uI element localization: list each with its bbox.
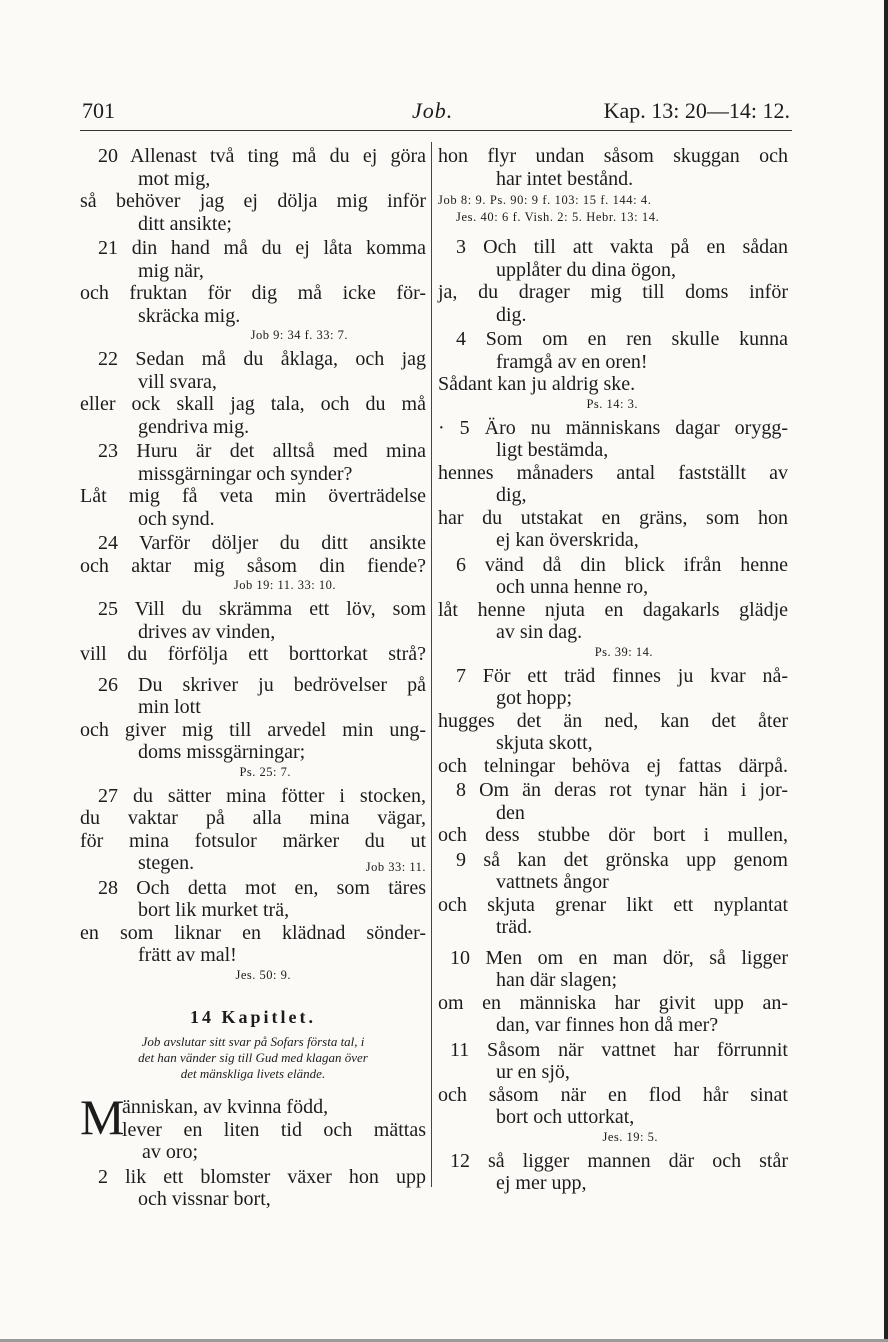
verse-line: 4 Som om en ren skulle kunna [456, 328, 788, 350]
verse-line: vill du förfölja ett borttorkat strå? [80, 643, 426, 665]
left-column [80, 143, 426, 1211]
verse-line: ligt bestämda, [496, 439, 609, 461]
verse-line: mig när, [138, 259, 204, 282]
verse-line: den [496, 801, 525, 824]
verse-line: om en människa har givit upp an- [438, 991, 788, 1014]
verse-line: 2 lik ett blomster växer hon upp [98, 1165, 426, 1188]
verse-line: du vaktar på alla mina vägar, [80, 807, 426, 829]
verse-line: bort och uttorkat, [496, 1106, 635, 1128]
chapter-summary [80, 1034, 426, 1082]
cross-reference-block [438, 192, 788, 226]
verse-8 [438, 779, 788, 847]
verse-line: 28 Och detta mot en, som täres [98, 876, 426, 899]
header-rule [80, 130, 792, 131]
verse-line: och såsom när en flod hår sinat [438, 1083, 788, 1106]
verse-line-text: stegen. [138, 852, 195, 874]
verse-26 [80, 674, 426, 781]
verse-line: upplåter du dina ögon, [496, 258, 676, 281]
chapter-reference: Kap. 13: 20—14: 12. [603, 98, 790, 123]
right-column [438, 143, 788, 1195]
verse-9 [438, 849, 788, 939]
cross-reference: Jes. 19: 5. [602, 1129, 658, 1144]
verse-6 [438, 554, 788, 661]
verse-line: har intet bestånd. [496, 167, 634, 190]
verse-line: skräcka mig. [138, 304, 241, 327]
cross-reference: Job 9: 34 f. 33: 7. [250, 328, 348, 342]
cross-reference: Job 33: 11. [365, 860, 426, 874]
verse-10 [438, 947, 788, 1037]
summary-line: det mänskliga livets elände. [180, 1066, 326, 1081]
cross-reference: Job 19: 11. 33: 10. [233, 578, 336, 592]
verse-1 [80, 1089, 426, 1164]
verse-line: och aktar mig såsom din fiende? [80, 554, 426, 577]
verse-7 [438, 665, 788, 778]
verse-5 [438, 417, 788, 552]
verse-line: 23 Huru är det alltså med mina [98, 440, 426, 462]
verse-line: skjuta skott, [496, 732, 593, 754]
verse-line: mot mig, [138, 167, 211, 190]
verse-line: dig. [496, 303, 527, 326]
cross-reference: Ps. 39: 14. [594, 644, 653, 659]
cross-reference: Jes. 50: 9. [235, 967, 291, 982]
verse-12 [438, 1150, 788, 1195]
verse-line: har du utstakat en gräns, som hon [438, 506, 788, 529]
verse-line: och skjuta grenar likt ett nyplantat [438, 893, 788, 916]
verse-line: Sådant kan ju aldrig ske. [438, 373, 636, 395]
verse-line: gendriva mig. [138, 415, 250, 438]
verse-line: bort lik murket trä, [138, 899, 290, 921]
verse-line: lever en liten tid och mättas [122, 1118, 426, 1141]
verse-28 [80, 877, 426, 984]
verse-line [80, 852, 426, 875]
chapter-heading: 14 Kapitlet. [190, 1006, 316, 1027]
verse-line: änniskan, av kvinna född, [122, 1096, 329, 1118]
verse-line: ej mer upp, [496, 1172, 587, 1194]
verse-line: 6 vänd då din blick ifrån henne [456, 553, 788, 576]
verse-20 [80, 145, 426, 235]
verse-line: framgå av en oren! [496, 350, 648, 373]
verse-line: och vissnar bort, [138, 1188, 271, 1210]
verse-2-continued [438, 145, 788, 190]
cross-reference: Jes. 40: 6 f. Vish. 2: 5. Hebr. 13: 14. [456, 210, 660, 224]
verse-line: min lott [138, 696, 201, 718]
verse-line: drives av vinden, [138, 620, 276, 643]
verse-24 [80, 532, 426, 594]
column-divider [431, 142, 432, 1187]
verse-line: hennes månaders antal fastställt av [438, 461, 788, 484]
cross-reference: Ps. 25: 7. [239, 764, 291, 779]
verse-line: 20 Allenast två ting må du ej göra [98, 145, 426, 167]
verse-line: 10 Men om en man dör, så ligger [450, 946, 788, 969]
verse-line: doms missgärningar; [138, 741, 306, 763]
verse-25 [80, 598, 426, 666]
verse-line: och synd. [138, 507, 215, 530]
verse-line: för mina fotsulor märker du ut [80, 829, 426, 852]
verse-line: 25 Vill du skrämma ett löv, som [98, 598, 426, 620]
summary-line: Job avslutar sitt svar på Sofars första tal, i [141, 1034, 365, 1049]
verse-line: en som liknar en klädnad sönder- [80, 921, 426, 944]
verse-23 [80, 440, 426, 530]
verse-line: hon flyr undan såsom skuggan och [438, 145, 788, 167]
verse-line: 8 Om än deras rot tynar hän i jor- [456, 779, 788, 801]
verse-line: · 5 Äro nu människans dagar orygg- [438, 416, 788, 439]
verse-line: Låt mig få veta min överträdelse [80, 485, 426, 507]
verse-line: ditt ansikte; [138, 212, 232, 235]
verse-line: 21 din hand må du ej låta komma [98, 237, 426, 259]
verse-line: ur en sjö, [496, 1061, 570, 1083]
verse-line: hugges det än ned, kan det åter [438, 709, 788, 732]
page-number: 701 [82, 98, 115, 123]
verse-line: vill svara, [138, 370, 217, 393]
verse-22 [80, 348, 426, 438]
verse-line: och unna henne ro, [496, 576, 649, 598]
verse-line: och fruktan för dig må icke för- [80, 282, 426, 304]
verse-11 [438, 1039, 788, 1146]
verse-line: ja, du drager mig till doms inför [438, 281, 788, 303]
verse-line: av sin dag. [496, 621, 583, 643]
verse-line: ej kan överskrida, [496, 529, 639, 551]
verse-3 [438, 236, 788, 326]
verse-line: han där slagen; [496, 969, 618, 991]
verse-line: 22 Sedan må du åklaga, och jag [98, 348, 426, 370]
verse-line: och telningar behöva ej fattas därpå. [438, 754, 788, 777]
verse-line: och dess stubbe dör bort i mullen, [438, 824, 788, 846]
verse-line: got hopp; [496, 687, 573, 709]
cross-reference: Ps. 14: 3. [586, 396, 638, 411]
running-header [82, 98, 790, 128]
page-edge [884, 0, 888, 1342]
verse-line: eller ock skall jag tala, och du må [80, 393, 426, 415]
book-title: Job. [412, 98, 454, 123]
drop-cap: M [80, 1089, 125, 1145]
verse-27 [80, 785, 426, 875]
verse-line: dig, [496, 484, 527, 506]
verse-21 [80, 237, 426, 344]
verse-line: missgärningar och synder? [138, 462, 353, 485]
verse-2 [80, 1166, 426, 1211]
verse-line: 7 För ett träd finnes ju kvar nå- [456, 664, 788, 687]
verse-line: dan, var finnes hon då mer? [496, 1014, 719, 1036]
verse-line: och giver mig till arvedel min ung- [80, 718, 426, 741]
verse-line: frätt av mal! [138, 944, 237, 966]
verse-line: låt henne njuta en dagakarls glädje [438, 598, 788, 621]
verse-line: 27 du sätter mina fötter i stocken, [98, 784, 426, 807]
cross-reference: Job 8: 9. Ps. 90: 9 f. 103: 15 f. 144: 4. [438, 193, 652, 207]
verse-line: så behöver jag ej dölja mig inför [80, 190, 426, 212]
verse-line: 3 Och till att vakta på en sådan [456, 236, 788, 258]
verse-line: träd. [496, 916, 533, 938]
verse-line: av oro; [142, 1141, 199, 1163]
verse-line: 24 Varför döljer du ditt ansikte [98, 532, 426, 554]
verse-line: 11 Såsom när vattnet har förrunnit [450, 1038, 788, 1061]
verse-4 [438, 328, 788, 413]
verse-line: 12 så ligger mannen där och står [450, 1149, 788, 1172]
summary-line: det han vänder sig till Gud med klagan över [138, 1050, 368, 1065]
verse-line: 26 Du skriver ju bedrövelser på [98, 673, 426, 696]
verse-line: vattnets ångor [496, 871, 609, 893]
verse-line: 9 så kan det grönska upp genom [456, 848, 788, 871]
